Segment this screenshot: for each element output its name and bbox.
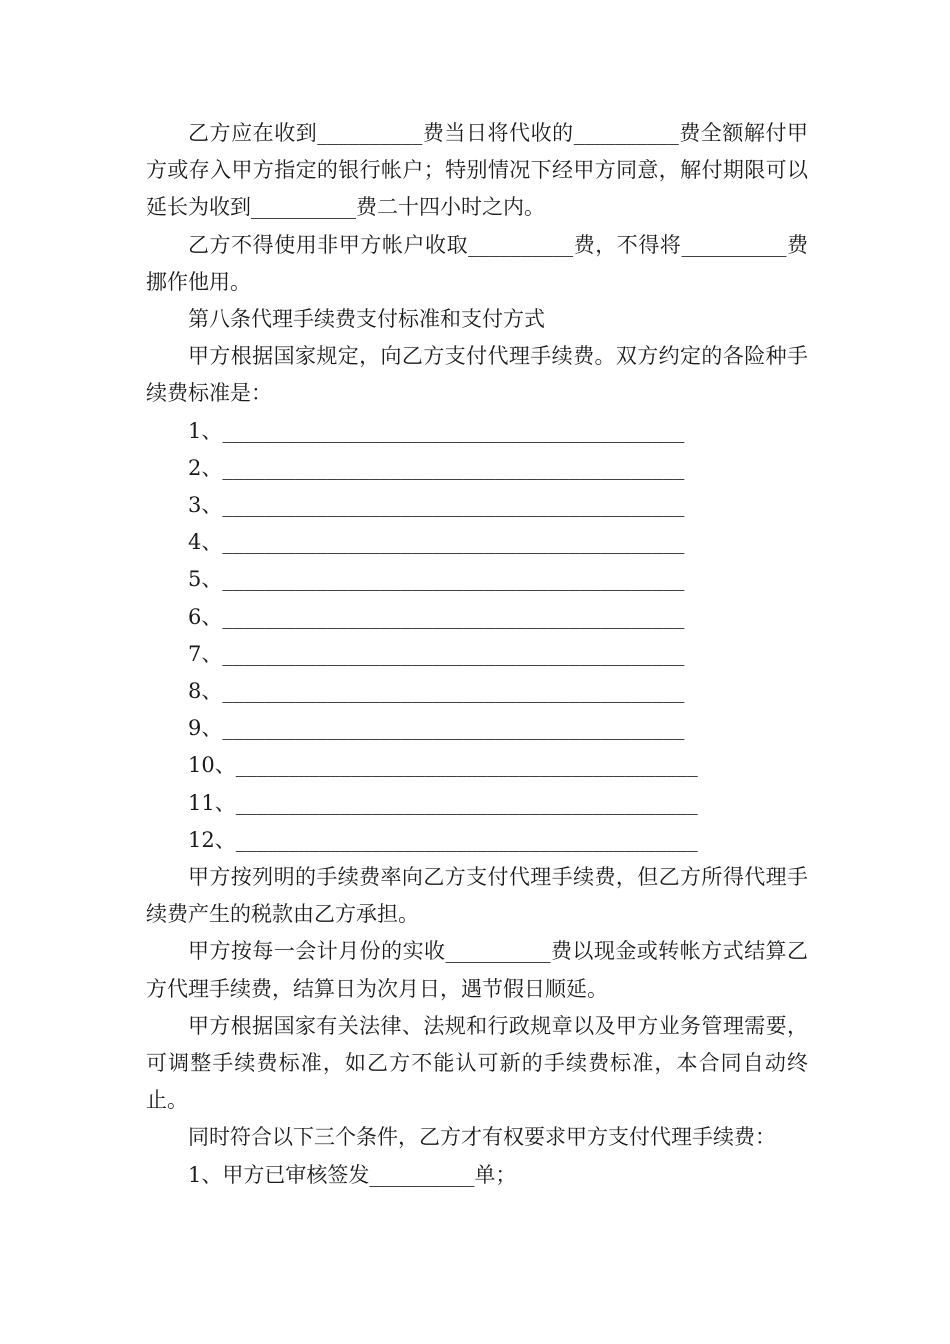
fee-item-9: 9、____________________________________________ [188,716,685,741]
paragraph-settlement: 甲方按每一会计月份的实收__________费以现金或转帐方式结算乙方代理手续费，结算日为次月日，遇节假日顺延。 [146,939,808,1001]
fee-item-3: 3、____________________________________________ [188,493,685,518]
document-page [146,115,808,1194]
paragraph-adjustment: 甲方根据国家有关法律、法规和行政规章以及甲方业务管理需要，可调整手续费标准，如乙方不能认可新的手续费标准，本合同自动终止。 [146,1013,808,1113]
fee-item-10: 10、____________________________________________ [188,753,698,778]
paragraph-account-restriction: 乙方不得使用非甲方帐户收取__________费，不得将__________费挪作他用。 [146,232,808,294]
fee-item-5: 5、____________________________________________ [188,567,685,592]
fee-standard-list [146,413,808,859]
fee-item-1: 1、____________________________________________ [188,418,685,443]
fee-item-11: 11、____________________________________________ [188,790,698,815]
paragraph-tax-responsibility: 甲方按列明的手续费率向乙方支付代理手续费，但乙方所得代理手续费产生的税款由乙方承担。 [146,865,808,927]
condition-item-1: 1、甲方已审核签发__________单； [188,1162,517,1187]
fee-item-12: 12、____________________________________________ [188,827,698,852]
fee-item-7: 7、____________________________________________ [188,641,685,666]
fee-item-2: 2、____________________________________________ [188,455,685,480]
fee-item-6: 6、____________________________________________ [188,604,685,629]
article-heading: 第八条代理手续费支付标准和支付方式 [188,307,545,332]
fee-item-8: 8、____________________________________________ [188,679,685,704]
paragraph-remittance: 乙方应在收到__________费当日将代收的__________费全额解付甲方或存入甲方指定的银行帐户；特别情况下经甲方同意，解付期限可以延长为收到__________费二十四小时之内。 [146,121,808,220]
fee-item-4: 4、____________________________________________ [188,530,685,555]
paragraph-fee-standard: 甲方根据国家规定，向乙方支付代理手续费。双方约定的各险种手续费标准是： [146,344,808,406]
paragraph-conditions-intro: 同时符合以下三个条件，乙方才有权要求甲方支付代理手续费： [188,1125,776,1150]
